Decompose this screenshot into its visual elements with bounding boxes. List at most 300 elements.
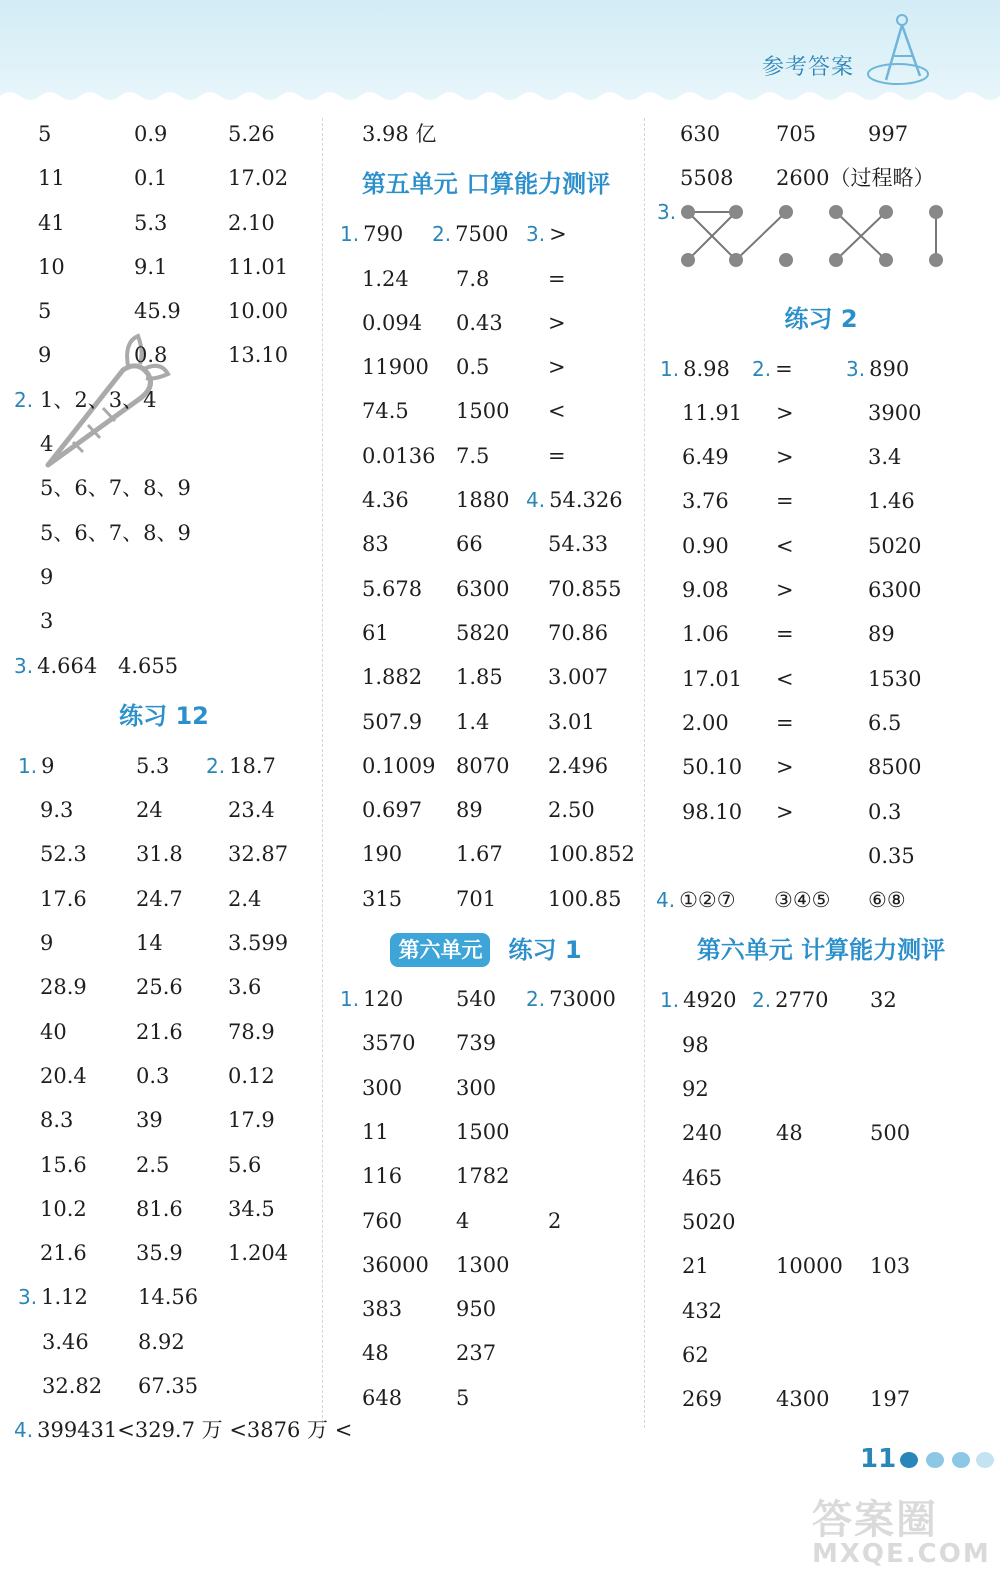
answer-value: 3900	[868, 400, 922, 425]
answer-row	[14, 1098, 314, 1142]
answer-value: 1.46	[868, 489, 915, 514]
answer-value: 3.01	[548, 709, 595, 734]
unit-badge: 第六单元	[390, 933, 490, 967]
answer-value: 4300	[776, 1387, 830, 1412]
answer-value: 11	[362, 1119, 389, 1144]
answer-value: 190	[362, 842, 403, 867]
answer-row	[656, 834, 986, 878]
answer-value: 39	[136, 1108, 163, 1133]
answer-value: 197	[870, 1387, 911, 1412]
answer-value: 1.882	[362, 665, 423, 690]
answer-value: 3.6	[228, 975, 262, 1000]
answer-value: 116	[362, 1164, 403, 1189]
section-title-exercise-12: 练习 12	[119, 701, 209, 730]
answer-value: 21.6	[136, 1019, 183, 1044]
answer-value: 18.7	[229, 753, 276, 778]
answer-value: 48	[776, 1121, 803, 1146]
answer-value: 9	[41, 753, 55, 778]
answer-value: 8.98	[683, 356, 730, 381]
answer-row	[336, 700, 636, 744]
answer-value: 0.697	[362, 798, 423, 823]
question-number: 2.	[752, 988, 772, 1013]
section-title-exercise-2: 练习 2	[784, 304, 858, 333]
answer-value: 52.3	[40, 842, 87, 867]
answer-value: 7500	[455, 222, 509, 247]
answer-value: 25.6	[136, 975, 183, 1000]
answer-value: 0.43	[456, 310, 503, 335]
answer-value: 40	[40, 1019, 67, 1044]
answer-row	[656, 612, 986, 656]
right-column	[656, 112, 986, 1421]
answer-row	[336, 877, 636, 921]
answer-value: 1880	[456, 488, 510, 513]
answer-value: 10.2	[40, 1196, 87, 1221]
answer-row	[656, 1200, 986, 1244]
answer-value: 31.8	[136, 842, 183, 867]
answer-value: 0.35	[868, 843, 915, 868]
answer-row	[14, 112, 314, 156]
answer-row	[336, 611, 636, 655]
question-number: 3.	[657, 200, 677, 224]
answer-value: 8500	[868, 755, 922, 780]
answer-row	[336, 522, 636, 566]
answer-value: 7.8	[456, 266, 490, 291]
answer-row	[336, 1110, 636, 1154]
answer-row	[656, 391, 986, 435]
answer-value: 997	[868, 122, 909, 146]
answer-value: 23.4	[228, 798, 275, 823]
answer-value: 14	[136, 931, 163, 956]
answer-value: 6300	[456, 576, 510, 601]
answer-value: 11900	[362, 355, 429, 380]
answer-value: 9	[38, 343, 52, 368]
answer-value: 739	[456, 1031, 497, 1056]
answer-row	[336, 434, 636, 478]
answer-row	[14, 201, 314, 245]
answer-row	[14, 422, 314, 466]
question-number: 1.	[660, 988, 680, 1013]
answer-value: 1.67	[456, 842, 503, 867]
question-number: 3.	[526, 222, 546, 247]
header-title: 参考答案	[761, 55, 854, 80]
answer-value: 0.094	[362, 310, 423, 335]
answer-row	[14, 832, 314, 876]
answer-row	[656, 1156, 986, 1200]
answer-value: 62	[682, 1342, 709, 1367]
answer-value: 1.85	[456, 665, 503, 690]
answer-row	[14, 921, 314, 965]
column-divider	[644, 118, 645, 1428]
answer-value: 5020	[682, 1209, 736, 1234]
answer-value: 760	[362, 1208, 403, 1233]
answer-value: 1500	[456, 399, 510, 424]
answer-value: 1.204	[228, 1241, 289, 1266]
answer-value: =	[775, 356, 793, 381]
answer-value: 5	[38, 299, 52, 324]
answer-value: 20.4	[40, 1063, 87, 1088]
answer-row	[14, 156, 314, 200]
answer-row	[656, 745, 986, 789]
answer-value: 21.6	[40, 1241, 87, 1266]
question-number: 3.	[18, 1285, 38, 1310]
answer-value: 2.5	[136, 1152, 170, 1177]
answer-row	[336, 301, 636, 345]
answer-value: >	[776, 445, 794, 470]
answer-value: 0.12	[228, 1063, 275, 1088]
answer-value: 3	[40, 609, 54, 634]
answer-row	[336, 1331, 636, 1375]
answer-row	[336, 478, 636, 522]
answer-value: 67.35	[138, 1374, 199, 1399]
answer-row	[656, 347, 986, 391]
question-number: 2.	[526, 987, 546, 1012]
answer-value: 2600（过程略）	[776, 166, 935, 191]
answer-value: 3.46	[42, 1329, 89, 1354]
answer-value: 100.85	[548, 886, 622, 911]
answer-row	[656, 657, 986, 701]
answer-value: 1.12	[41, 1285, 88, 1310]
answer-value: 5.3	[134, 210, 168, 235]
answer-value: 24	[136, 798, 163, 823]
answer-value: >	[776, 755, 794, 780]
question-number: 1.	[340, 987, 360, 1012]
answer-value: 32.82	[42, 1374, 103, 1399]
question-number: 1.	[340, 222, 360, 247]
answer-value: 78.9	[228, 1019, 275, 1044]
answer-value: 0.8	[134, 343, 168, 368]
answer-row	[14, 1054, 314, 1098]
answer-value: 432	[682, 1298, 723, 1323]
left-column	[14, 112, 353, 1453]
answer-value: <	[776, 533, 794, 558]
answer-value: 648	[362, 1385, 403, 1410]
answer-value: 50.10	[682, 755, 743, 780]
answer-row	[14, 599, 314, 643]
matching-diagram	[664, 198, 964, 268]
answer-value: 2.50	[548, 798, 595, 823]
answer-value: >	[548, 310, 566, 335]
answer-value: 11.91	[682, 400, 743, 425]
section-title-unit6-calc: 第六单元 计算能力测评	[696, 936, 946, 965]
answer-row	[14, 466, 314, 510]
answer-value: 11.01	[228, 254, 289, 279]
answer-value: 5508	[680, 166, 734, 191]
answer-value: 5、6、7、8、9	[40, 520, 191, 545]
answer-value: 70.86	[548, 620, 609, 645]
column-divider	[322, 118, 323, 1428]
answer-value: 4	[456, 1208, 470, 1233]
answer-value: 9.1	[134, 254, 168, 279]
answer-value: 2.00	[682, 710, 729, 735]
answer-value: 507.9	[362, 709, 423, 734]
answer-value: 9	[40, 931, 54, 956]
answer-value: 2770	[775, 988, 829, 1013]
answer-value: 701	[456, 886, 497, 911]
answer-value: 5.6	[228, 1152, 262, 1177]
answer-row	[656, 112, 986, 156]
question-number: 1.	[660, 356, 680, 381]
question-number: 3.	[846, 356, 866, 381]
answer-value: 1782	[456, 1164, 510, 1189]
page-number: 11	[860, 1444, 897, 1474]
answer-value: 103	[870, 1254, 911, 1279]
answer-row	[656, 435, 986, 479]
middle-column	[336, 112, 636, 1420]
section-title-unit5: 第五单元 口算能力测评	[361, 170, 611, 199]
answer-value: <	[776, 666, 794, 691]
answer-value: 32.87	[228, 842, 289, 867]
answer-row	[336, 788, 636, 832]
answer-value: 120	[363, 987, 404, 1012]
answer-value: <	[548, 399, 566, 424]
answer-row	[14, 1010, 314, 1054]
answer-value: 0.1009	[362, 753, 436, 778]
answer-value: 21	[682, 1254, 709, 1279]
answer-value: 3.007	[548, 665, 609, 690]
answer-row	[14, 1231, 314, 1275]
answer-row	[336, 744, 636, 788]
answer-value: 705	[776, 122, 817, 146]
answer-row	[656, 1244, 986, 1288]
answer-value: =	[776, 710, 794, 735]
answer-value: 1、2、3、4	[40, 387, 157, 412]
answer-value: 9	[40, 564, 54, 589]
answer-row	[14, 1275, 314, 1319]
answer-value: 300	[362, 1075, 403, 1100]
answer-value: 74.5	[362, 399, 409, 424]
answer-value: =	[548, 443, 566, 468]
answer-value: 0.3	[136, 1063, 170, 1088]
answer-value: 24.7	[136, 886, 183, 911]
answer-row	[336, 1243, 636, 1287]
question-number: 2.	[14, 387, 34, 412]
bear-icon	[926, 1452, 944, 1468]
answer-row: 3. 4.664 4.655	[14, 653, 179, 678]
answer-value: 0.90	[682, 533, 729, 558]
bear-icon	[976, 1452, 994, 1468]
answer-value: =	[548, 266, 566, 291]
answer-value: 5820	[456, 620, 510, 645]
answer-value: 1300	[456, 1252, 510, 1277]
answer-value: 17.9	[228, 1108, 275, 1133]
answer-value: 0.3	[868, 799, 902, 824]
answer-row	[336, 1066, 636, 1110]
question-number: 2.	[752, 356, 772, 381]
answer-value: 34.5	[228, 1196, 275, 1221]
answer-value: 1.06	[682, 622, 729, 647]
answer-value: 383	[362, 1297, 403, 1322]
answer-value: 0.0136	[362, 443, 436, 468]
answer-value: 41	[38, 210, 65, 235]
answer-row	[336, 1154, 636, 1198]
answer-value: 5、6、7、8、9	[40, 476, 191, 501]
answer-value: 83	[362, 532, 389, 557]
answer-row	[656, 1377, 986, 1421]
answer-row	[656, 524, 986, 568]
bear-icon	[900, 1452, 918, 1468]
answer-value: 70.855	[548, 576, 622, 601]
answer-row	[14, 877, 314, 921]
answer-row	[336, 345, 636, 389]
answer-value: 5	[456, 1385, 470, 1410]
answer-value: 89	[868, 622, 895, 647]
answer-value: 7.5	[456, 443, 490, 468]
answer-row	[14, 1187, 314, 1231]
answer-value: 81.6	[136, 1196, 183, 1221]
answer-value: 2.4	[228, 886, 262, 911]
answer-value: 465	[682, 1165, 723, 1190]
answer-row	[336, 389, 636, 433]
answer-value: 315	[362, 886, 403, 911]
bear-icon	[952, 1452, 970, 1468]
answer-value: 4	[40, 432, 54, 457]
page-header	[0, 0, 1000, 104]
answer-value: 8070	[456, 753, 510, 778]
answer-value: 8.3	[40, 1108, 74, 1133]
answer-row	[336, 257, 636, 301]
answer-value: 36000	[362, 1252, 429, 1277]
section-title-unit6-ex1: 第六单元 练习 1	[336, 921, 636, 977]
answer-value: 237	[456, 1341, 497, 1366]
answer-value: 32	[870, 988, 897, 1013]
answer-value: 3.4	[868, 445, 902, 470]
question-number: 2.	[432, 222, 452, 247]
answer-row	[656, 1023, 986, 1067]
answer-value: =	[776, 622, 794, 647]
answer-value: 2	[548, 1208, 562, 1233]
question-number: 1.	[18, 753, 38, 778]
answer-row	[14, 245, 314, 289]
answer-value: 10000	[776, 1254, 843, 1279]
answer-value: >	[776, 799, 794, 824]
answer-value: 0.1	[134, 166, 168, 191]
answer-value: >	[549, 222, 567, 247]
answer-value: 6300	[868, 578, 922, 603]
answer-value: 1500	[456, 1119, 510, 1144]
question-number: 4.	[526, 488, 546, 513]
answer-value: 14.56	[138, 1285, 199, 1310]
answer-value: 9.3	[40, 798, 74, 823]
answer-row	[14, 788, 314, 832]
answer-row	[14, 333, 314, 377]
answer-value: 540	[456, 987, 497, 1012]
answer-value: 98.10	[682, 799, 743, 824]
answer-value: 11	[38, 166, 65, 191]
answer-row	[14, 1143, 314, 1187]
answer-value: 45.9	[134, 299, 181, 324]
answer-value: 10	[38, 254, 65, 279]
answer-value: 73000	[549, 987, 616, 1012]
answer-row	[656, 156, 986, 200]
answer-row	[14, 965, 314, 1009]
answer-value: 950	[456, 1297, 497, 1322]
compass-icon	[862, 12, 938, 90]
answer-row	[14, 289, 314, 333]
answer-value: 17.6	[40, 886, 87, 911]
answer-row	[336, 1199, 636, 1243]
answer-value: 92	[682, 1077, 709, 1102]
answer-value: 6.49	[682, 445, 729, 470]
answer-row	[656, 1289, 986, 1333]
answer-value: 13.10	[228, 343, 289, 368]
answer-value: 790	[363, 222, 404, 247]
answer-value: 0.5	[456, 355, 490, 380]
answer-value: 2.10	[228, 210, 275, 235]
answer-value: 2.496	[548, 753, 609, 778]
answer-value: 15.6	[40, 1152, 87, 1177]
answer-value: 4920	[683, 988, 737, 1013]
answer-value: 66	[456, 532, 483, 557]
answer-row	[656, 479, 986, 523]
answer-value: 9.08	[682, 578, 729, 603]
watermark: 答案圈 MXQE.COM	[812, 1497, 991, 1569]
answer-value: 61	[362, 620, 389, 645]
answer-value: 17.01	[682, 666, 743, 691]
answer-row	[656, 568, 986, 612]
answer-row	[656, 790, 986, 834]
answer-row	[656, 701, 986, 745]
answer-value: 3.599	[228, 931, 289, 956]
answer-value: 300	[456, 1075, 497, 1100]
answer-row	[336, 212, 636, 256]
answer-row	[14, 1320, 314, 1364]
answer-value: 100.852	[548, 842, 635, 867]
answer-row: 3.98 亿	[362, 122, 437, 146]
answer-row	[14, 1364, 314, 1408]
answer-value: 28.9	[40, 975, 87, 1000]
answer-value: >	[776, 400, 794, 425]
answer-value: 4.36	[362, 488, 409, 513]
wave-border-icon	[0, 86, 1000, 112]
answer-row	[14, 555, 314, 599]
answer-row	[14, 378, 314, 422]
answer-value: 48	[362, 1341, 389, 1366]
answer-value: >	[776, 578, 794, 603]
answer-value: 500	[870, 1121, 911, 1146]
answer-row: 4. 399431<329.7 万 <3876 万 <	[14, 1418, 353, 1443]
answer-value: 3570	[362, 1031, 416, 1056]
answer-row	[656, 1111, 986, 1155]
answer-value: 8.92	[138, 1329, 185, 1354]
answer-value: 5.678	[362, 576, 423, 601]
answer-value: 98	[682, 1032, 709, 1057]
answer-value: 1.24	[362, 266, 409, 291]
answer-value: 3.76	[682, 489, 729, 514]
answer-value: 89	[456, 798, 483, 823]
answer-value: 0.9	[134, 122, 168, 146]
answer-value: 5.3	[136, 753, 170, 778]
answer-row	[336, 1376, 636, 1420]
answer-value: 5.26	[228, 122, 275, 146]
question-number: 2.	[206, 753, 226, 778]
answer-row	[336, 977, 636, 1021]
answer-row	[336, 1021, 636, 1065]
answer-value: 5	[38, 122, 52, 146]
answer-row	[14, 744, 314, 788]
answer-value: 5020	[868, 533, 922, 558]
answer-row	[14, 511, 314, 555]
answer-row	[336, 567, 636, 611]
answer-row	[336, 1287, 636, 1331]
answer-value: 890	[869, 356, 910, 381]
answer-row	[656, 1333, 986, 1377]
answer-value: 630	[680, 122, 721, 146]
answer-value: 269	[682, 1387, 723, 1412]
answer-value: 10.00	[228, 299, 289, 324]
answer-row	[336, 655, 636, 699]
answer-value: 54.326	[549, 488, 623, 513]
answer-row	[656, 978, 986, 1022]
